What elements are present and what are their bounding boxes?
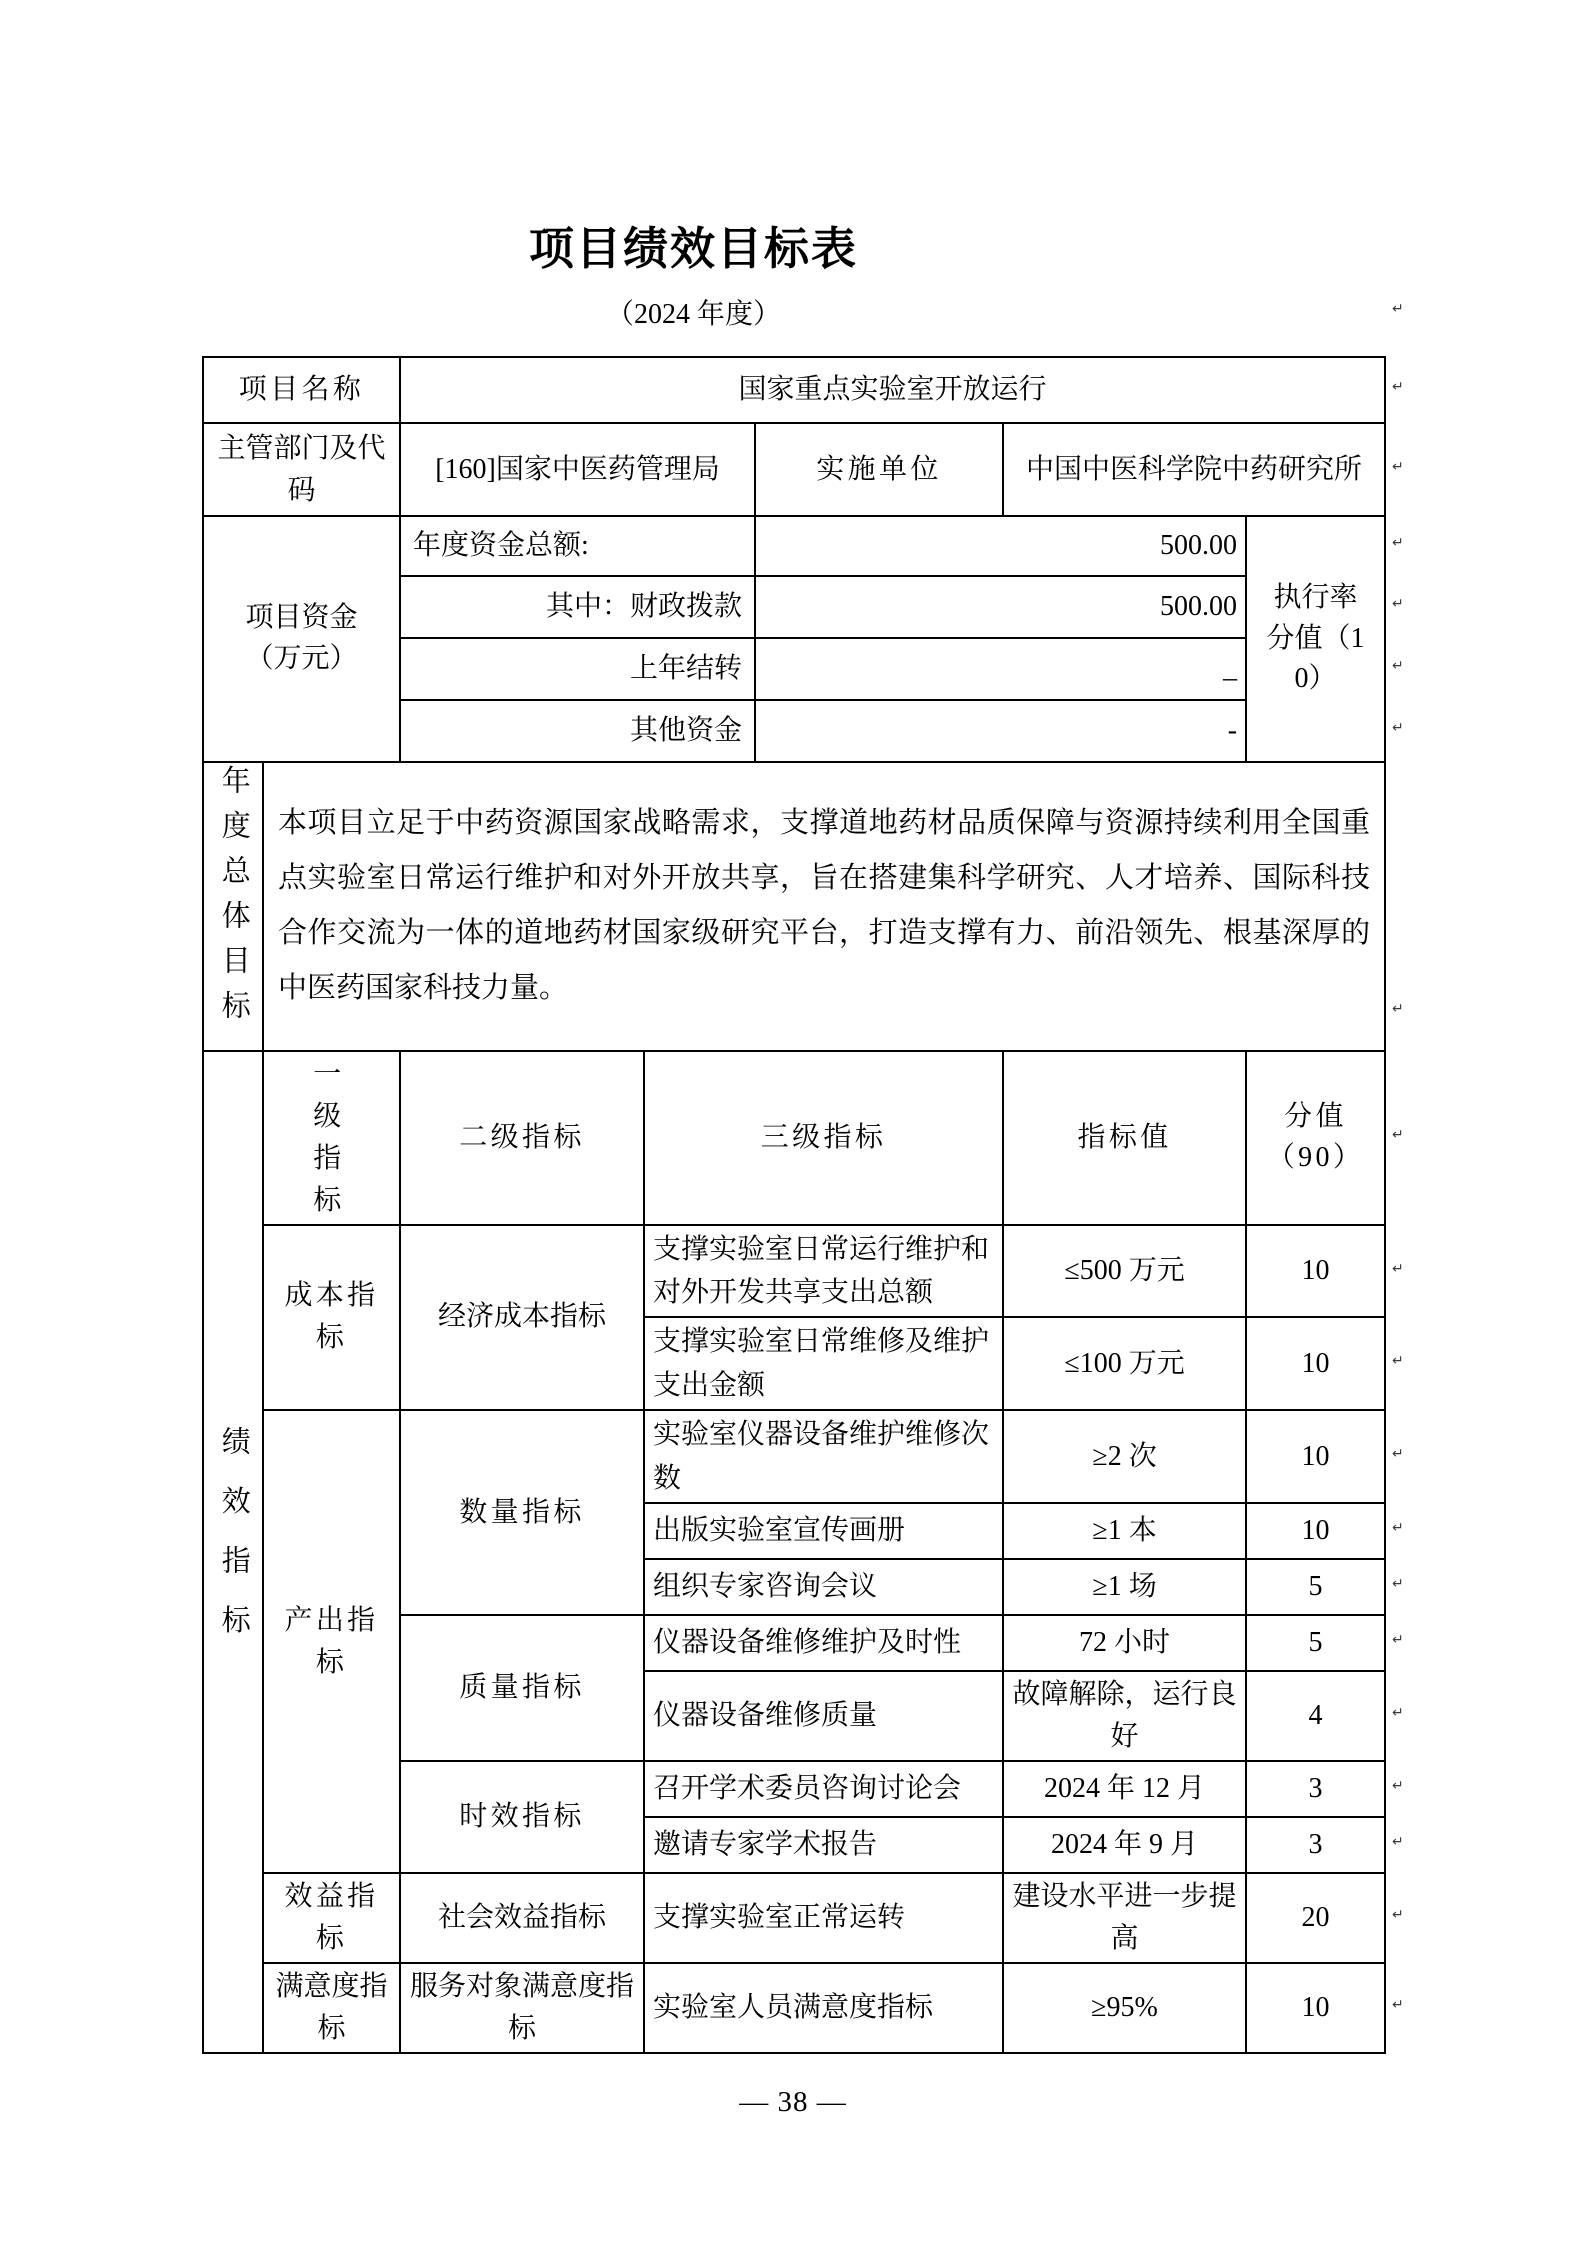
- level1-output: 产出指标: [263, 1410, 400, 1873]
- indicator-score: 3: [1246, 1761, 1385, 1817]
- paragraph-mark-icon: ↵: [1392, 1576, 1404, 1592]
- level2-timeliness: 时效指标: [400, 1761, 644, 1873]
- indicator-name: 支撑实验室日常运行维护和对外开发共享支出总额: [644, 1225, 1003, 1318]
- funds-row-value: 500.00: [755, 516, 1246, 576]
- project-name-label: 项目名称: [203, 357, 400, 423]
- indicator-name: 邀请专家学术报告: [644, 1817, 1003, 1873]
- execution-rate-line2: 分值（10）: [1266, 622, 1365, 695]
- indicator-score: 10: [1246, 1503, 1385, 1559]
- indicator-name: 支撑实验室日常维修及维护支出金额: [644, 1317, 1003, 1410]
- page-title: 项目绩效目标表: [528, 224, 858, 274]
- paragraph-mark-icon: ↵: [1392, 1778, 1404, 1794]
- dept-value: [160]国家中医药管理局: [400, 423, 755, 516]
- paragraph-mark-icon: ↵: [1392, 1001, 1404, 1017]
- indicator-score: 10: [1246, 1963, 1385, 2053]
- table-row: [203, 1873, 1385, 1963]
- annual-goal-text: 本项目立足于中药资源国家战略需求，支撑道地药材品质保障与资源持续利用全国重点实验室日常运行维护和对外开放共享，旨在搭建集科学研究、人才培养、国际科技合作交流为一体的道地药材国家级研究平台，打造支撑有力、前沿领先、根基深厚的中医药国家科技力量。: [263, 762, 1385, 1051]
- header-level3: 三级指标: [644, 1051, 1003, 1225]
- level2-quality: 质量指标: [400, 1615, 644, 1761]
- funds-label: [203, 516, 400, 762]
- paragraph-mark-icon: ↵: [1392, 1445, 1404, 1462]
- paragraph-mark-icon: ↵: [1392, 301, 1404, 317]
- table-row: [203, 1410, 1385, 1503]
- table-row: [203, 1963, 1385, 2053]
- impl-unit-label: 实施单位: [755, 423, 1003, 516]
- level2-service-satisfaction: 服务对象满意度指标: [400, 1963, 644, 2053]
- indicator-name: 实验室人员满意度指标: [644, 1963, 1003, 2053]
- indicator-value: ≤100 万元: [1003, 1317, 1246, 1410]
- indicator-name: 支撑实验室正常运转: [644, 1873, 1003, 1963]
- funds-row-label: 上年结转: [400, 638, 755, 700]
- paragraph-mark-icon: ↵: [1392, 1520, 1404, 1536]
- header-value: 指标值: [1003, 1051, 1246, 1225]
- table-row: [203, 423, 1385, 516]
- indicator-value: 72 小时: [1003, 1615, 1246, 1671]
- indicator-name: 出版实验室宣传画册: [644, 1503, 1003, 1559]
- level1-cost: 成本指标: [263, 1225, 400, 1411]
- paragraph-mark-icon: ↵: [1392, 1260, 1404, 1277]
- paragraph-mark-icon: ↵: [1392, 379, 1404, 395]
- indicator-name: 组织专家咨询会议: [644, 1559, 1003, 1615]
- paragraph-mark-icon: ↵: [1392, 1834, 1404, 1850]
- indicator-value: ≥95%: [1003, 1963, 1246, 2053]
- funds-row-value: _: [755, 638, 1246, 700]
- indicator-score: 5: [1246, 1559, 1385, 1615]
- indicator-score: 20: [1246, 1873, 1385, 1963]
- table-row: [203, 357, 1385, 423]
- indicator-name: 召开学术委员咨询讨论会: [644, 1761, 1003, 1817]
- paragraph-mark-icon: ↵: [1392, 596, 1404, 612]
- paragraph-mark-icon: ↵: [1392, 1997, 1404, 2013]
- funds-label-line1: 项目资金: [245, 602, 358, 634]
- header-level1: 一级指标: [263, 1051, 400, 1225]
- indicator-name: 仪器设备维修质量: [644, 1671, 1003, 1761]
- indicator-score: 4: [1246, 1671, 1385, 1761]
- annual-goal-label: [203, 762, 263, 1051]
- paragraph-mark-icon: ↵: [1392, 720, 1404, 736]
- indicator-score: 10: [1246, 1225, 1385, 1318]
- indicator-value: 建设水平进一步提高: [1003, 1873, 1246, 1963]
- funds-row-label: 其他资金: [400, 700, 755, 762]
- level1-satisfaction: 满意度指标: [263, 1963, 400, 2053]
- funds-row-value: -: [755, 700, 1246, 762]
- level1-benefit: 效益指标: [263, 1873, 400, 1963]
- funds-row-value: 500.00: [755, 576, 1246, 638]
- dept-label: 主管部门及代码: [203, 423, 400, 516]
- project-name-value: 国家重点实验室开放运行: [400, 357, 1385, 423]
- indicator-score: 5: [1246, 1615, 1385, 1671]
- paragraph-mark-icon: ↵: [1392, 1127, 1404, 1143]
- indicator-value: ≥2 次: [1003, 1410, 1246, 1503]
- level2-social-benefit: 社会效益指标: [400, 1873, 644, 1963]
- indicator-value: ≥1 本: [1003, 1503, 1246, 1559]
- paragraph-mark-icon: ↵: [1392, 458, 1404, 475]
- indicator-value: 故障解除，运行良好: [1003, 1671, 1246, 1761]
- performance-indicators-side-text: 绩效指标: [217, 1426, 250, 1665]
- table-row: [203, 1225, 1385, 1318]
- funds-row-label: 其中：财政拨款: [400, 576, 755, 638]
- page-subtitle: （2024 年度）: [605, 299, 781, 330]
- performance-indicators-side-label: [203, 1051, 263, 2053]
- paragraph-mark-icon: ↵: [1392, 658, 1404, 674]
- paragraph-mark-icon: ↵: [1392, 1352, 1404, 1369]
- indicator-score: 10: [1246, 1410, 1385, 1503]
- funds-label-line2: （万元）: [245, 643, 358, 674]
- indicator-score: 3: [1246, 1817, 1385, 1873]
- header-level2: 二级指标: [400, 1051, 644, 1225]
- paragraph-mark-icon: ↵: [1392, 1632, 1404, 1648]
- paragraph-mark-icon: ↵: [1392, 1705, 1404, 1721]
- indicator-value: 2024 年 9 月: [1003, 1817, 1246, 1873]
- header-score: 分值 （90）: [1246, 1051, 1385, 1225]
- annual-goal-label-text: 年度总体目标: [217, 765, 250, 1035]
- indicator-value: 2024 年 12 月: [1003, 1761, 1246, 1817]
- paragraph-mark-icon: ↵: [1392, 1907, 1404, 1923]
- indicator-name: 仪器设备维修维护及时性: [644, 1615, 1003, 1671]
- table-header-row: [203, 1051, 1385, 1225]
- indicator-score: 10: [1246, 1317, 1385, 1410]
- page-number: — 38 —: [739, 2086, 847, 2118]
- execution-rate-line1: 执行率: [1273, 582, 1358, 614]
- table-row: [203, 762, 1385, 1051]
- table-row: [203, 516, 1385, 576]
- performance-target-table: [202, 356, 1386, 2054]
- funds-row-label: 年度资金总额:: [400, 516, 755, 576]
- level2-quantity: 数量指标: [400, 1410, 644, 1615]
- indicator-name: 实验室仪器设备维护维修次数: [644, 1410, 1003, 1503]
- paragraph-mark-icon: ↵: [1392, 535, 1404, 551]
- indicator-value: ≤500 万元: [1003, 1225, 1246, 1318]
- indicator-value: ≥1 场: [1003, 1559, 1246, 1615]
- execution-rate-score-label: [1246, 516, 1385, 762]
- impl-unit-value: 中国中医科学院中药研究所: [1003, 423, 1385, 516]
- level2-economic-cost: 经济成本指标: [400, 1225, 644, 1411]
